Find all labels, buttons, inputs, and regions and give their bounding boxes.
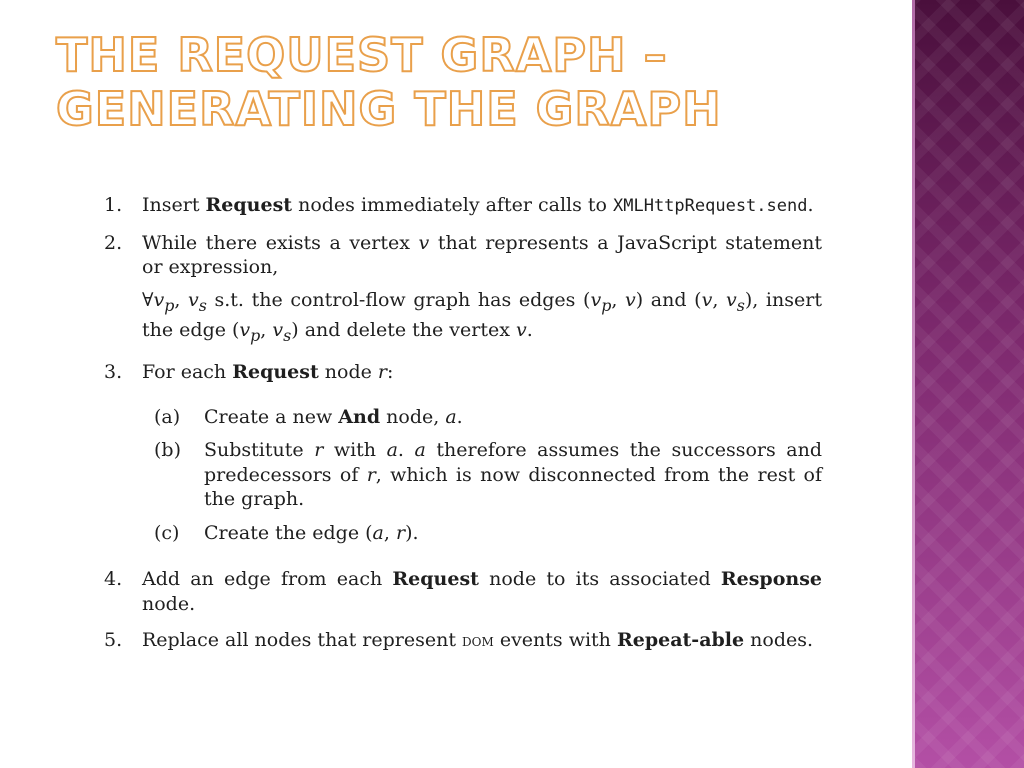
step-1 xyxy=(104,193,822,219)
step-text: that represents a JavaScript statement or expression, xyxy=(142,231,822,278)
math-comma: , xyxy=(611,288,626,311)
math-sub-s: s xyxy=(736,295,745,315)
step-text: Create a new xyxy=(204,405,339,428)
step-text: While there exists a vertex xyxy=(142,231,419,254)
step-text: ). xyxy=(405,521,419,544)
math-r: r xyxy=(395,521,406,544)
step-text: node. xyxy=(142,592,196,615)
math-v: v xyxy=(590,288,602,311)
math-v: v xyxy=(625,288,636,311)
step-text: . xyxy=(397,439,415,462)
step-number: 2. xyxy=(104,231,123,254)
step-text: Substitute xyxy=(204,439,315,462)
step-text: . xyxy=(456,405,463,428)
math-r: r xyxy=(314,439,324,462)
keyword-and: And xyxy=(338,405,381,428)
step-2 xyxy=(104,231,822,349)
math-v: v xyxy=(188,288,199,311)
math-a: a xyxy=(372,521,384,544)
title-line-1: THE REQUEST GRAPH – xyxy=(56,28,668,82)
substep-b xyxy=(142,438,822,512)
math-v: v xyxy=(272,318,284,341)
step-text: Add an edge from each xyxy=(142,568,393,591)
step-text: nodes. xyxy=(744,629,814,652)
keyword-request: Request xyxy=(205,194,293,216)
decorative-side-band xyxy=(912,0,1024,768)
algorithm-steps xyxy=(104,193,822,666)
step-text: therefore assumes the successors and predecessors of xyxy=(204,439,823,486)
code-xmlhttprequest-send: XMLHttpRequest.send xyxy=(613,196,808,216)
math-r: r xyxy=(366,463,376,486)
step-text: s.t. the control-flow graph has edges ( xyxy=(206,288,591,311)
step-text: Insert xyxy=(142,194,206,216)
math-a: a xyxy=(414,439,426,462)
math-v: v xyxy=(701,288,713,311)
math-v: v xyxy=(418,231,430,254)
step-text: For each xyxy=(142,361,233,384)
substep-c xyxy=(142,521,822,546)
math-r: r xyxy=(377,361,388,384)
math-comma: , xyxy=(174,288,189,311)
step-text: Replace all nodes that represent xyxy=(142,629,463,652)
substep-list xyxy=(142,405,822,546)
math-sub-p: p xyxy=(601,295,612,315)
side-band-edge xyxy=(912,0,915,768)
math-sub-p: p xyxy=(164,295,175,315)
step-text: node, xyxy=(380,405,446,428)
step-number: 1. xyxy=(104,194,123,216)
step-number: 3. xyxy=(104,361,123,384)
substep-a xyxy=(142,405,822,430)
dom-smallcaps: dom xyxy=(462,631,494,652)
math-v: v xyxy=(239,318,251,341)
math-sub-s: s xyxy=(283,325,292,345)
forall-symbol: ∀ xyxy=(142,288,154,311)
math-a: a xyxy=(445,405,457,428)
substep-letter: (b) xyxy=(154,439,181,462)
step-4 xyxy=(104,567,822,616)
keyword-repeatable: Repeat-able xyxy=(616,629,745,652)
step-text: . xyxy=(807,194,814,216)
step-text: nodes immediately after calls to xyxy=(292,194,613,216)
keyword-request: Request xyxy=(392,568,479,591)
substep-letter: (c) xyxy=(154,521,180,544)
step-text: , xyxy=(383,521,396,544)
step-text: events with xyxy=(493,629,617,652)
math-comma: , xyxy=(712,288,726,311)
math-a: a xyxy=(386,439,398,462)
math-v: v xyxy=(515,318,527,341)
title-line-2: GENERATING THE GRAPH xyxy=(56,82,722,136)
math-v: v xyxy=(153,288,165,311)
step-text: . xyxy=(526,318,533,341)
step-text: node to its associated xyxy=(478,568,721,591)
step-text: node xyxy=(318,361,378,384)
step-number: 4. xyxy=(104,568,123,591)
step-text: ), insert the edge ( xyxy=(142,288,822,341)
step-3 xyxy=(104,360,822,545)
step-text: : xyxy=(387,361,394,384)
step-text: , which is now disconnected from the rest of the graph. xyxy=(204,463,822,511)
math-sub-p: p xyxy=(250,325,261,345)
substep-letter: (a) xyxy=(154,405,181,428)
math-v: v xyxy=(725,288,737,311)
step-text: ) and delete the vertex xyxy=(291,318,516,341)
step-number: 5. xyxy=(104,629,123,652)
keyword-response: Response xyxy=(720,568,822,591)
step-2-para-1 xyxy=(142,231,822,280)
keyword-request: Request xyxy=(232,361,319,384)
step-2-para-2 xyxy=(142,288,822,349)
step-5 xyxy=(104,628,822,654)
math-sub-s: s xyxy=(198,295,207,315)
slide-title xyxy=(56,28,896,136)
step-text: ) and ( xyxy=(635,288,702,311)
math-comma: , xyxy=(260,318,273,341)
step-text: Create the edge ( xyxy=(204,521,373,544)
step-text: with xyxy=(323,439,387,462)
